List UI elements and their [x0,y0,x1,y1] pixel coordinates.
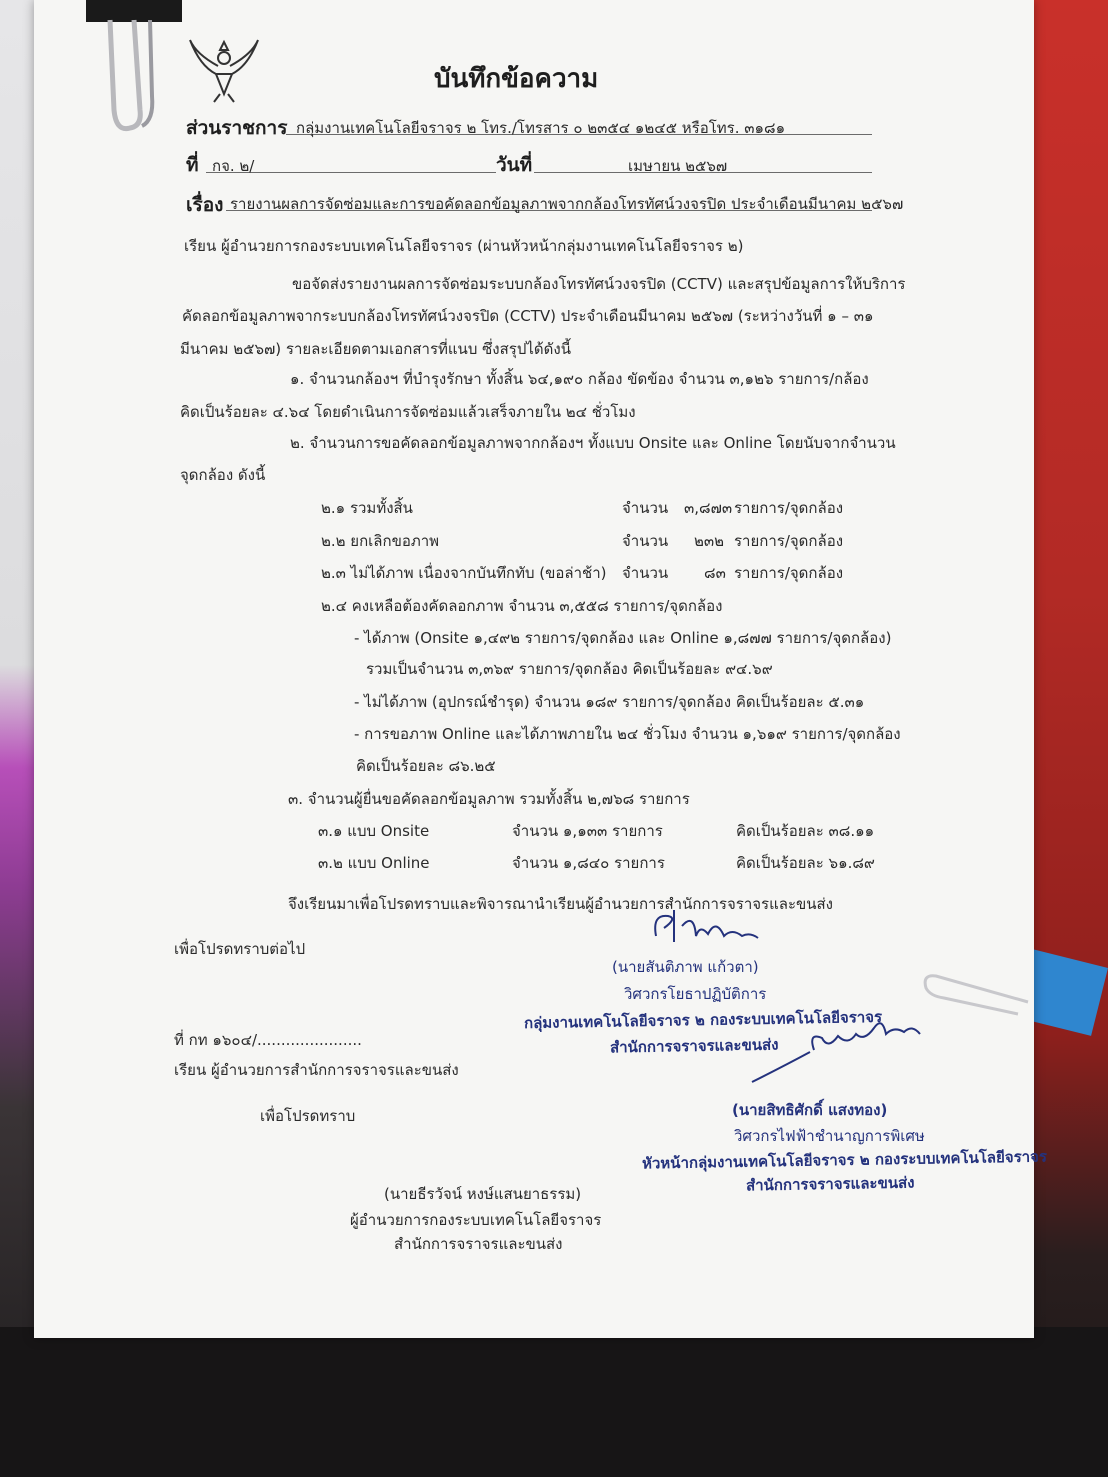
item2-3-label: ๒.๓ ไม่ได้ภาพ เนื่องจากบันทึกทับ (ขอล่าช้า) [321,564,607,582]
ref2: ที่ กท ๑๖๐๔/...................... [174,1031,362,1049]
item3: ๓. จำนวนผู้ยื่นขอคัดลอกข้อมูลภาพ รวมทั้งสิ้น ๒,๗๖๘ รายการ [288,790,690,808]
signer3-unit: สำนักการจราจรและขนส่ง [394,1235,563,1253]
item2-4: ๒.๔ คงเหลือต้องคัดลอกภาพ จำนวน ๓,๕๕๘ รายการ/จุดกล้อง [321,597,723,615]
memo-title: บันทึกข้อความ [434,64,599,94]
agency-label: ส่วนราชการ [186,117,288,139]
binder-clip-icon [80,0,190,140]
paper-clip-icon [918,966,1038,1026]
signer1-unit-2: สำนักการจราจรและขนส่ง [609,1035,779,1057]
item2-2-label: ๒.๒ ยกเลิกขอภาพ [321,532,440,550]
item1-line-2: คิดเป็นร้อยละ ๔.๖๔ โดยดำเนินการจัดซ่อมแล้วเสร็จภายใน ๒๔ ชั่วโมง [180,403,636,421]
signer2-unit-1: หัวหน้ากลุ่มงานเทคโนโลยีจราจร ๒ กองระบบเทคโนโลยีจราจร [641,1147,1048,1173]
signer1-unit-1: กลุ่มงานเทคโนโลยีจราจร ๒ กองระบบเทคโนโลยีจราจร [523,1007,883,1033]
item2-1-label: ๒.๑ รวมทั้งสิ้น [321,499,413,517]
item2-4-sub-3: - ไม่ได้ภาพ (อุปกรณ์ชำรุด) จำนวน ๑๘๙ รายการ/จุดกล้อง คิดเป็นร้อยละ ๕.๓๑ [354,693,865,711]
signer1-position: วิศวกรโยธาปฏิบัติการ [624,985,767,1003]
item2-2-unit: รายการ/จุดกล้อง [734,532,844,550]
date-value: เมษายน ๒๕๖๗ [628,157,728,175]
memo-paper [34,0,1048,1338]
subject-value: รายงานผลการจัดซ่อมและการขอคัดลอกข้อมูลภาพจากกล้องโทรทัศน์วงจรปิด ประจำเดือนมีนาคม ๒๕๖๗ [230,195,904,213]
ref-label: ที่ [186,154,199,176]
background-bottom [0,1327,1108,1477]
item2-4-sub-5: คิดเป็นร้อยละ ๘๖.๒๕ [356,757,496,775]
salutation2: เรียน ผู้อำนวยการสำนักการจราจรและขนส่ง [174,1061,459,1079]
item3-1-qty: จำนวน ๑,๑๓๓ รายการ [512,822,663,840]
item3-1-pct: คิดเป็นร้อยละ ๓๘.๑๑ [736,822,875,840]
salutation: เรียน ผู้อำนวยการกองระบบเทคโนโลยีจราจร (ผ่านหัวหน้ากลุ่มงานเทคโนโลยีจราจร ๒) [184,237,744,255]
item2-1-qty-label: จำนวน [622,499,669,517]
agency-value: กลุ่มงานเทคโนโลยีจราจร ๒ โทร./โทรสาร ๐ ๒๓๕๔ ๑๒๔๕ หรือโทร. ๓๑๘๑ [296,119,786,137]
background-right [1028,0,1108,1477]
signer2-unit-2: สำนักการจราจรและขนส่ง [745,1173,915,1195]
item2-4-sub-2: รวมเป็นจำนวน ๓,๓๖๙ รายการ/จุดกล้อง คิดเป็นร้อยละ ๙๔.๖๙ [366,660,773,678]
ref-value: กจ. ๒/ [212,157,255,175]
item2-1-qty: ๓,๘๗๓ [684,499,733,517]
closing-line: จึงเรียนมาเพื่อโปรดทราบและพิจารณานำเรียนผู้อำนวยการสำนักการจราจรและขนส่ง [288,895,833,913]
garuda-emblem-icon [186,36,262,106]
signer3-name: (นายธีรวัจน์ หงษ์แสนยาธรรม) [384,1185,582,1203]
signer3-position: ผู้อำนวยการกองระบบเทคโนโลยีจราจร [350,1211,602,1229]
signer2-name: (นายสิทธิศักดิ์ แสงทอง) [732,1101,888,1119]
intro-line-3: มีนาคม ๒๕๖๗) รายละเอียดตามเอกสารที่แนบ ซึ่งสรุปได้ดังนี้ [180,340,571,358]
item2-4-sub-1: - ได้ภาพ (Onsite ๑,๔๙๒ รายการ/จุดกล้อง และ Online ๑,๘๗๗ รายการ/จุดกล้อง) [354,629,892,647]
signature-2 [744,1010,924,1086]
date-label: วันที่ [496,154,533,176]
item2-line-1: ๒. จำนวนการขอคัดลอกข้อมูลภาพจากกล้องฯ ทั้งแบบ Onsite และ Online โดยนับจากจำนวน [290,434,896,452]
signature-1 [634,906,764,950]
item3-2-pct: คิดเป็นร้อยละ ๖๑.๘๙ [736,854,875,872]
item3-1-label: ๓.๑ แบบ Onsite [318,822,430,840]
item2-3-qty: ๘๓ [704,564,726,582]
signer1-name: (นายสันติภาพ แก้วตา) [612,958,759,976]
item3-2-label: ๓.๒ แบบ Online [318,854,430,872]
item3-2-qty: จำนวน ๑,๘๔๐ รายการ [512,854,665,872]
item2-4-sub-4: - การขอภาพ Online และได้ภาพภายใน ๒๔ ชั่วโมง จำนวน ๑,๖๑๙ รายการ/จุดกล้อง [354,725,901,743]
item2-1-unit: รายการ/จุดกล้อง [734,499,844,517]
item2-3-qty-label: จำนวน [622,564,669,582]
item2-2-qty: ๒๓๒ [694,532,725,550]
item2-2-qty-label: จำนวน [622,532,669,550]
item2-3-unit: รายการ/จุดกล้อง [734,564,844,582]
note-left: เพื่อโปรดทราบต่อไป [174,940,306,958]
note2: เพื่อโปรดทราบ [260,1107,356,1125]
item1-line-1: ๑. จำนวนกล้องฯ ที่บำรุงรักษา ทั้งสิ้น ๖๔,๑๙๐ กล้อง ขัดข้อง จำนวน ๓,๑๒๖ รายการ/กล้อง [290,370,869,388]
item2-line-2: จุดกล้อง ดังนี้ [180,466,266,484]
signer2-position: วิศวกรไฟฟ้าชำนาญการพิเศษ [734,1127,925,1145]
intro-line-1: ขอจัดส่งรายงานผลการจัดซ่อมระบบกล้องโทรทัศน์วงจรปิด (CCTV) และสรุปข้อมูลการให้บริการ [292,275,906,293]
intro-line-2: คัดลอกข้อมูลภาพจากระบบกล้องโทรทัศน์วงจรปิด (CCTV) ประจำเดือนมีนาคม ๒๕๖๗ (ระหว่างวันที่ ๑ – ๓๑ [182,307,874,325]
subject-label: เรื่อง [186,194,224,216]
